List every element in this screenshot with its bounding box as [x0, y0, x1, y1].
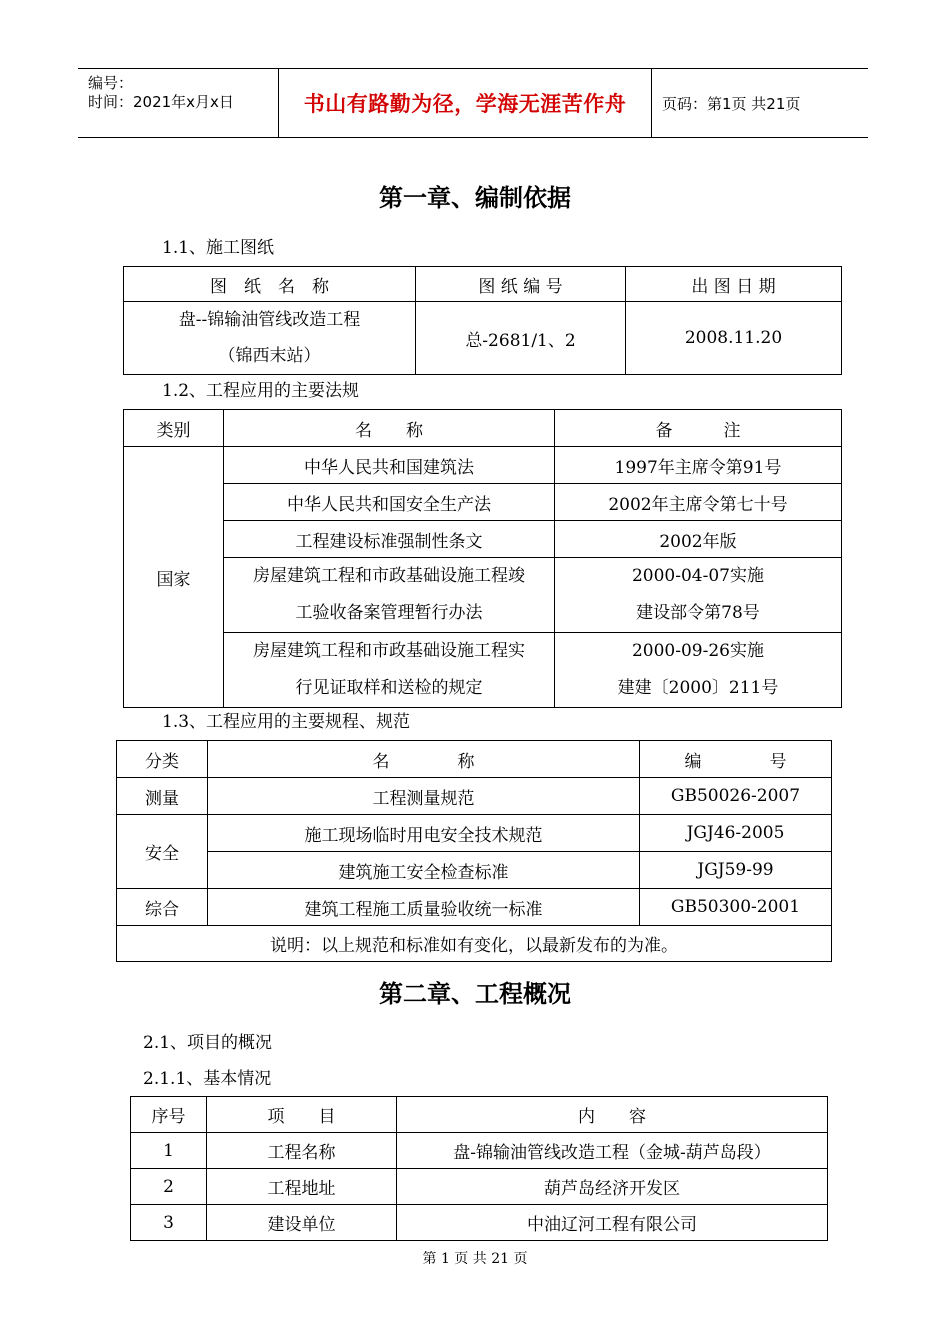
- slogan: 书山有路勤为径，学海无涯苦作舟: [303, 92, 627, 116]
- law-note-line1: 2000-04-07实施: [631, 566, 764, 586]
- drawing-date-cell: 2008.11.20: [626, 302, 842, 375]
- specs-table: [116, 740, 832, 962]
- page-header: [78, 68, 868, 138]
- table-row: [124, 558, 842, 633]
- page-footer: 第 1 页 共 21 页: [422, 1251, 528, 1267]
- section-1-2: 1.2、工程应用的主要法规: [162, 381, 360, 401]
- page-code: 页码：第1页 共21页: [662, 94, 801, 113]
- chapter2-title: 第二章、工程概况: [379, 980, 571, 1008]
- time-label: 时间：2021年x月x日: [88, 93, 234, 111]
- law-name-cell: [224, 558, 555, 633]
- header-cell: 编 号: [640, 741, 832, 778]
- header-cell: 序号: [131, 1097, 207, 1133]
- spec-category-cell: 测量: [117, 778, 208, 815]
- content-cell: 盘-锦输油管线改造工程（金城-葫芦岛段）: [397, 1133, 828, 1169]
- header-cell: 出 图 日 期: [626, 267, 842, 302]
- spec-name-cell: 施工现场临时用电安全技术规范: [208, 815, 640, 852]
- law-name-line1: 房屋建筑工程和市政基础设施工程实: [253, 641, 525, 661]
- header-meta-cell: [78, 69, 279, 137]
- drawing-name-cell: [124, 302, 416, 375]
- category-cell: 国家: [124, 447, 224, 708]
- table-row: [124, 484, 842, 521]
- table-header-row: [124, 410, 842, 447]
- item-cell: 建设单位: [207, 1205, 397, 1241]
- law-name-line1: 房屋建筑工程和市政基础设施工程竣: [253, 566, 525, 586]
- header-cell: 类别: [124, 410, 224, 447]
- drawing-name-line1: 盘--锦输油管线改造工程: [178, 310, 361, 330]
- header-cell: 分类: [117, 741, 208, 778]
- drawings-table: [123, 266, 842, 375]
- table-row: [117, 889, 832, 926]
- table-row: [131, 1169, 828, 1205]
- header-slogan-cell: [279, 69, 652, 137]
- table-row: [117, 852, 832, 889]
- law-note-cell: 1997年主席令第91号: [555, 447, 842, 484]
- table-row: [124, 633, 842, 708]
- spec-code-cell: JGJ46-2005: [640, 815, 832, 852]
- item-cell: 工程名称: [207, 1133, 397, 1169]
- item-cell: 工程地址: [207, 1169, 397, 1205]
- drawing-name-line2: （锦西末站）: [218, 346, 321, 366]
- spec-name-cell: 建筑工程施工质量验收统一标准: [208, 889, 640, 926]
- law-name-line2: 工验收备案管理暂行办法: [295, 603, 483, 623]
- header-cell: 备 注: [555, 410, 842, 447]
- header-cell: 项 目: [207, 1097, 397, 1133]
- law-note-cell: 2002年主席令第七十号: [555, 484, 842, 521]
- header-cell: 图 纸 名 称: [124, 267, 416, 302]
- serial-label: 编号：: [88, 74, 134, 92]
- table-row: [124, 302, 842, 375]
- law-name-cell: 中华人民共和国安全生产法: [224, 484, 555, 521]
- header-cell: 名 称: [208, 741, 640, 778]
- content-cell: 中油辽河工程有限公司: [397, 1205, 828, 1241]
- spec-category-cell: 综合: [117, 889, 208, 926]
- table-row: [117, 778, 832, 815]
- header-cell: 图 纸 编 号: [416, 267, 626, 302]
- specs-note: 说明：以上规范和标准如有变化，以最新发布的为准。: [117, 926, 832, 962]
- table-row: [124, 447, 842, 484]
- content-cell: 葫芦岛经济开发区: [397, 1169, 828, 1205]
- section-1-3: 1.3、工程应用的主要规程、规范: [162, 712, 411, 732]
- law-name-cell: [224, 633, 555, 708]
- law-name-cell: 工程建设标准强制性条文: [224, 521, 555, 558]
- table-header-row: [124, 267, 842, 302]
- table-row: [117, 815, 832, 852]
- chapter1-title: 第一章、编制依据: [379, 184, 571, 212]
- drawing-number-cell: 总-2681/1、2: [416, 302, 626, 375]
- row-number-cell: 2: [131, 1169, 207, 1205]
- spec-code-cell: GB50026-2007: [640, 778, 832, 815]
- law-note-cell: [555, 558, 842, 633]
- law-note-cell: [555, 633, 842, 708]
- header-cell: 名 称: [224, 410, 555, 447]
- laws-table: [123, 409, 842, 708]
- spec-name-cell: 工程测量规范: [208, 778, 640, 815]
- spec-code-cell: JGJ59-99: [640, 852, 832, 889]
- law-note-cell: 2002年版: [555, 521, 842, 558]
- table-row: [131, 1133, 828, 1169]
- law-name-line2: 行见证取样和送检的规定: [295, 678, 483, 698]
- table-row: [131, 1205, 828, 1241]
- table-note-row: [117, 926, 832, 962]
- law-note-line2: 建建〔2000〕211号: [617, 678, 779, 698]
- header-cell: 内 容: [397, 1097, 828, 1133]
- section-1-1: 1.1、施工图纸: [162, 238, 275, 258]
- law-name-cell: 中华人民共和国建筑法: [224, 447, 555, 484]
- table-header-row: [117, 741, 832, 778]
- row-number-cell: 1: [131, 1133, 207, 1169]
- section-2-1-1: 2.1.1、基本情况: [143, 1069, 272, 1089]
- spec-name-cell: 建筑施工安全检查标准: [208, 852, 640, 889]
- table-header-row: [131, 1097, 828, 1133]
- law-note-line2: 建设部令第78号: [636, 603, 760, 623]
- table-row: [124, 521, 842, 558]
- spec-category-cell: 安全: [117, 815, 208, 889]
- law-note-line1: 2000-09-26实施: [631, 641, 764, 661]
- header-page-cell: [652, 69, 868, 137]
- basic-info-table: [130, 1096, 828, 1241]
- row-number-cell: 3: [131, 1205, 207, 1241]
- spec-code-cell: GB50300-2001: [640, 889, 832, 926]
- section-2-1: 2.1、项目的概况: [143, 1033, 273, 1053]
